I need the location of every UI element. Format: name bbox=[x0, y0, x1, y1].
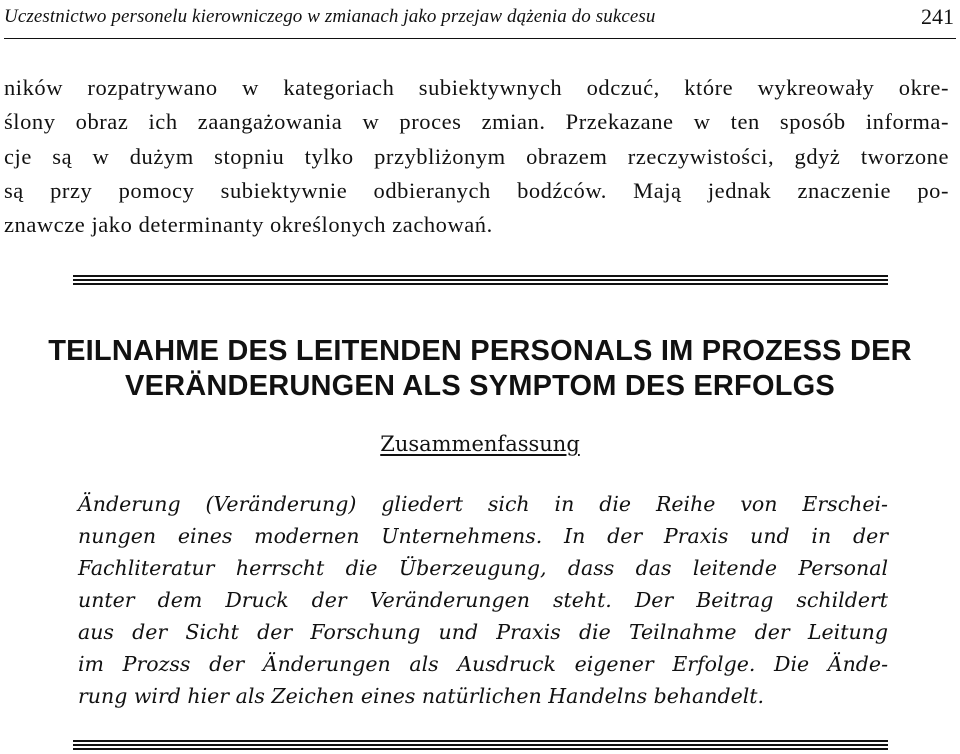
bottom-separator-rule bbox=[73, 740, 888, 752]
abstract-line: rung wird hier als Zeichen eines natürlichen Handelns behandelt. bbox=[78, 684, 765, 708]
abstract-line: im Prozss der Änderungen als Ausdruck eigener Erfolge. Die Ände- bbox=[78, 652, 888, 676]
abstract-line: unter dem Druck der Veränderungen steht. Der Beitrag schildert bbox=[78, 588, 888, 612]
abstract-paragraph bbox=[78, 488, 888, 712]
body-line: znawcze jako determinanty określonych zachowań. bbox=[4, 212, 493, 238]
page-number: 241 bbox=[921, 4, 954, 29]
top-separator-rule bbox=[73, 275, 888, 287]
abstract-line: Fachliteratur herrscht die Überzeugung, dass das leitende Personal bbox=[78, 556, 888, 580]
body-line: cje są w dużym stopniu tylko przybliżonym obrazem rzeczywistości, gdyż tworzone bbox=[4, 143, 949, 169]
body-line: ślony obraz ich zaangażowania w proces zmian. Przekazane w ten sposób informa- bbox=[4, 109, 949, 135]
summary-label: Zusammenfassung bbox=[380, 432, 580, 456]
summary-title-line: VERÄNDERUNGEN ALS SYMPTOM DES ERFOLGS bbox=[125, 370, 835, 402]
body-line: są przy pomocy subiektywnie odbieranych bodźców. Mają jednak znaczenie po- bbox=[4, 177, 949, 203]
running-title: Uczestnictwo personelu kierowniczego w zmianach jako przejaw dążenia do sukcesu bbox=[4, 6, 656, 27]
summary-title-line: TEILNAHME DES LEITENDEN PERSONALS IM PROZESS DER bbox=[48, 335, 912, 367]
body-paragraph bbox=[4, 71, 949, 242]
abstract-line: nungen eines modernen Unternehmens. In der Praxis und in der bbox=[78, 524, 888, 548]
abstract-line: aus der Sicht der Forschung und Praxis die Teilnahme der Leitung bbox=[78, 620, 888, 644]
running-header bbox=[4, 0, 956, 39]
abstract-line: Änderung (Veränderung) gliedert sich in die Reihe von Erschei- bbox=[78, 492, 888, 516]
summary-title bbox=[0, 334, 960, 404]
body-line: ników rozpatrywano w kategoriach subiektywnych odczuć, które wykreowały okre- bbox=[4, 75, 949, 100]
